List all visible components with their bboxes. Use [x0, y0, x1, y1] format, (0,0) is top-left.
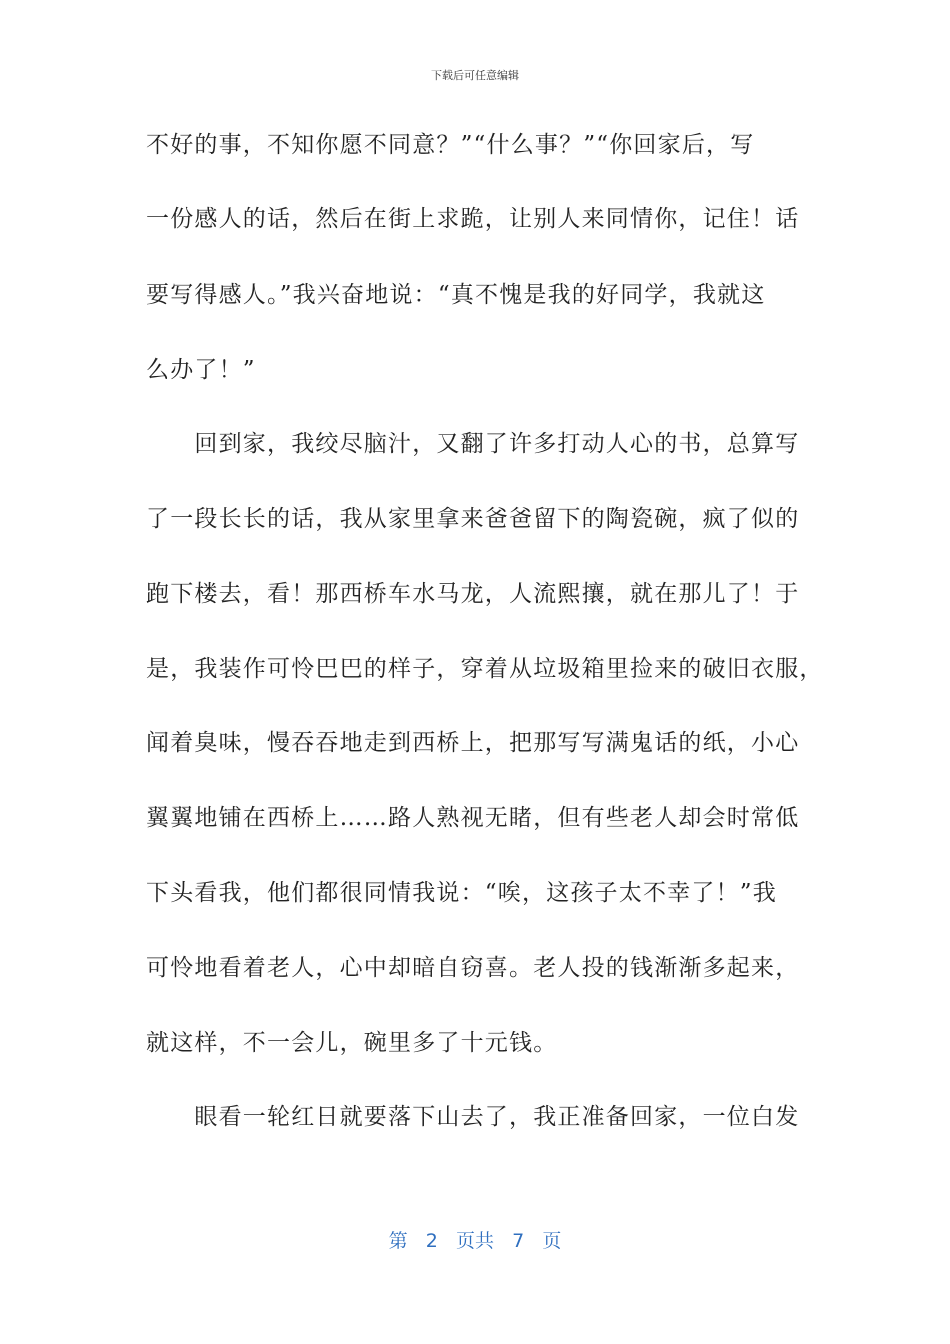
page-header: 下载后可任意编辑: [431, 69, 519, 82]
current-page-number: 2: [425, 1230, 438, 1252]
body-text-line: 了一段长长的话，我从家里拿来爸爸留下的陶瓷碗，疯了似的: [146, 506, 800, 532]
body-text-line: 要写得感人。”我兴奋地说：“真不愧是我的好同学，我就这: [146, 282, 766, 308]
footer-prefix: 第: [388, 1230, 408, 1252]
body-text-line: 闻着臭味，慢吞吞地走到西桥上，把那写写满鬼话的纸，小心: [146, 730, 800, 756]
total-pages-number: 7: [512, 1230, 525, 1252]
body-text-line: 下头看我，他们都很同情我说：“唉，这孩子太不幸了！”我: [146, 880, 777, 906]
body-text-line: 一份感人的话，然后在街上求跪，让别人来同情你，记住！话: [146, 206, 800, 232]
page-number-footer: [0, 1226, 950, 1253]
body-text-line: 回到家，我绞尽脑汁，又翻了许多打动人心的书，总算写: [146, 431, 800, 457]
footer-middle: 页共: [455, 1230, 494, 1252]
body-text-line: 翼翼地铺在西桥上……路人熟视无睹，但有些老人却会时常低: [146, 805, 800, 831]
body-text-line: 跑下楼去，看！那西桥车水马龙，人流熙攘，就在那儿了！于: [146, 581, 800, 607]
body-text-line: 可怜地看着老人，心中却暗自窃喜。老人投的钱渐渐多起来，: [146, 955, 800, 981]
body-text-line: 么办了！”: [146, 357, 256, 383]
body-text-line: 是，我装作可怜巴巴的样子，穿着从垃圾箱里捡来的破旧衣服，: [146, 656, 824, 682]
footer-suffix: 页: [542, 1230, 562, 1252]
body-text-line: 不好的事，不知你愿不同意？”“什么事？”“你回家后，写: [146, 132, 755, 158]
body-text-line: 就这样，不一会儿，碗里多了十元钱。: [146, 1030, 558, 1056]
body-text-line: 眼看一轮红日就要落下山去了，我正准备回家，一位白发: [146, 1104, 800, 1130]
